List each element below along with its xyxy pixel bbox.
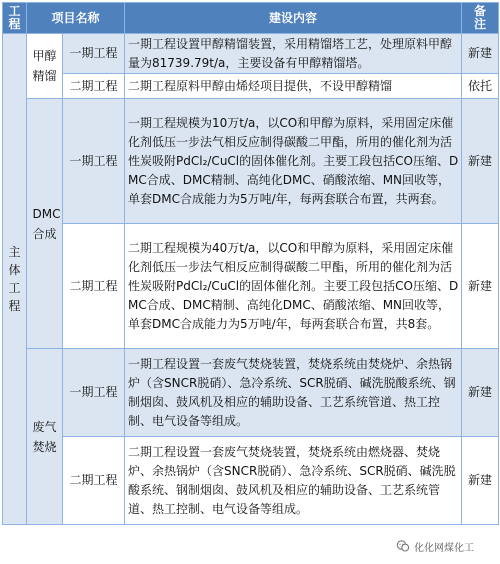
section-name-dmc: DMC合成 (27, 99, 63, 349)
table-row (3, 437, 499, 525)
section-name-incineration: 废气焚烧 (27, 349, 63, 525)
note-cell: 新建 (462, 34, 499, 74)
phase-label: 一期工程 (63, 349, 125, 437)
content-cell: 二期工程规模为40万t/a，以CO和甲醇为原料，采用固定床催化剂低压一步法气相反应制得碳酸二甲酯，所用的催化剂为活性炭吸附PdCl₂/CuCl的固体催化剂。主要工段包括CO压缩、DMC合成、DMC精制、高纯化DMC、硝酸浓缩、MN回收等，单套DMC合成能力为5万吨/年，每两套联合布置，共8套。 (125, 224, 462, 349)
header-note: 备注 (462, 3, 499, 34)
note-cell: 新建 (462, 437, 499, 525)
content-cell: 一期工程设置一套废气焚烧装置，焚烧系统由焚烧炉、余热锅炉（含SNCR脱硝）、急冷系统、SCR脱硝、碱洗脱酸系统、钢制烟囱、鼓风机及相应的辅助设备、工艺系统管道、热工控制、电气设备等组成。 (125, 349, 462, 437)
content-cell: 一期工程规模为10万t/a，以CO和甲醇为原料，采用固定床催化剂低压一步法气相反应制得碳酸二甲酯，所用的催化剂为活性炭吸附PdCl₂/CuCl的固体催化剂。主要工段包括CO压缩、DMC合成、DMC精制、高纯化DMC、硝酸浓缩、MN回收等，单套DMC合成能力为5万吨/年，每两套联合布置，共两套。 (125, 99, 462, 224)
content-cell: 一期工程设置甲醇精馏装置，采用精馏塔工艺，处理原料甲醇量为81739.79t/a，主要设备有甲醇精馏塔。 (125, 34, 462, 74)
phase-label: 二期工程 (63, 74, 125, 99)
header-project-name: 项目名称 (27, 3, 125, 34)
watermark (396, 536, 496, 556)
content-cell: 二期工程设置一套废气焚烧装置，焚烧系统由燃烧器、焚烧炉、余热锅炉（含SNCR脱硝）、急冷系统、SCR脱硝、碱洗脱酸系统、钢制烟囱、鼓风机及相应的辅助设备、工艺系统管道、热工控制、电气设备等组成。 (125, 437, 462, 525)
main-category-cell: 主体工程 (3, 34, 27, 525)
table-row (3, 34, 499, 74)
table-row (3, 99, 499, 224)
header-row (3, 3, 499, 34)
note-cell: 新建 (462, 224, 499, 349)
wechat-icon (396, 539, 410, 553)
phase-label: 二期工程 (63, 437, 125, 525)
note-cell: 新建 (462, 99, 499, 224)
content-cell: 二期工程原料甲醇由烯烃项目提供，不设甲醇精馏 (125, 74, 462, 99)
phase-label: 一期工程 (63, 34, 125, 74)
table-row (3, 224, 499, 349)
watermark-text: 化化网煤化工 (414, 542, 474, 554)
header-engineering: 工程 (3, 3, 27, 34)
header-content: 建设内容 (125, 3, 462, 34)
note-cell: 新建 (462, 349, 499, 437)
phase-label: 二期工程 (63, 224, 125, 349)
section-name-methanol: 甲醇精馏 (27, 34, 63, 99)
project-table (2, 2, 499, 525)
table-row (3, 349, 499, 437)
phase-label: 一期工程 (63, 99, 125, 224)
table-row (3, 74, 499, 99)
note-cell: 依托 (462, 74, 499, 99)
